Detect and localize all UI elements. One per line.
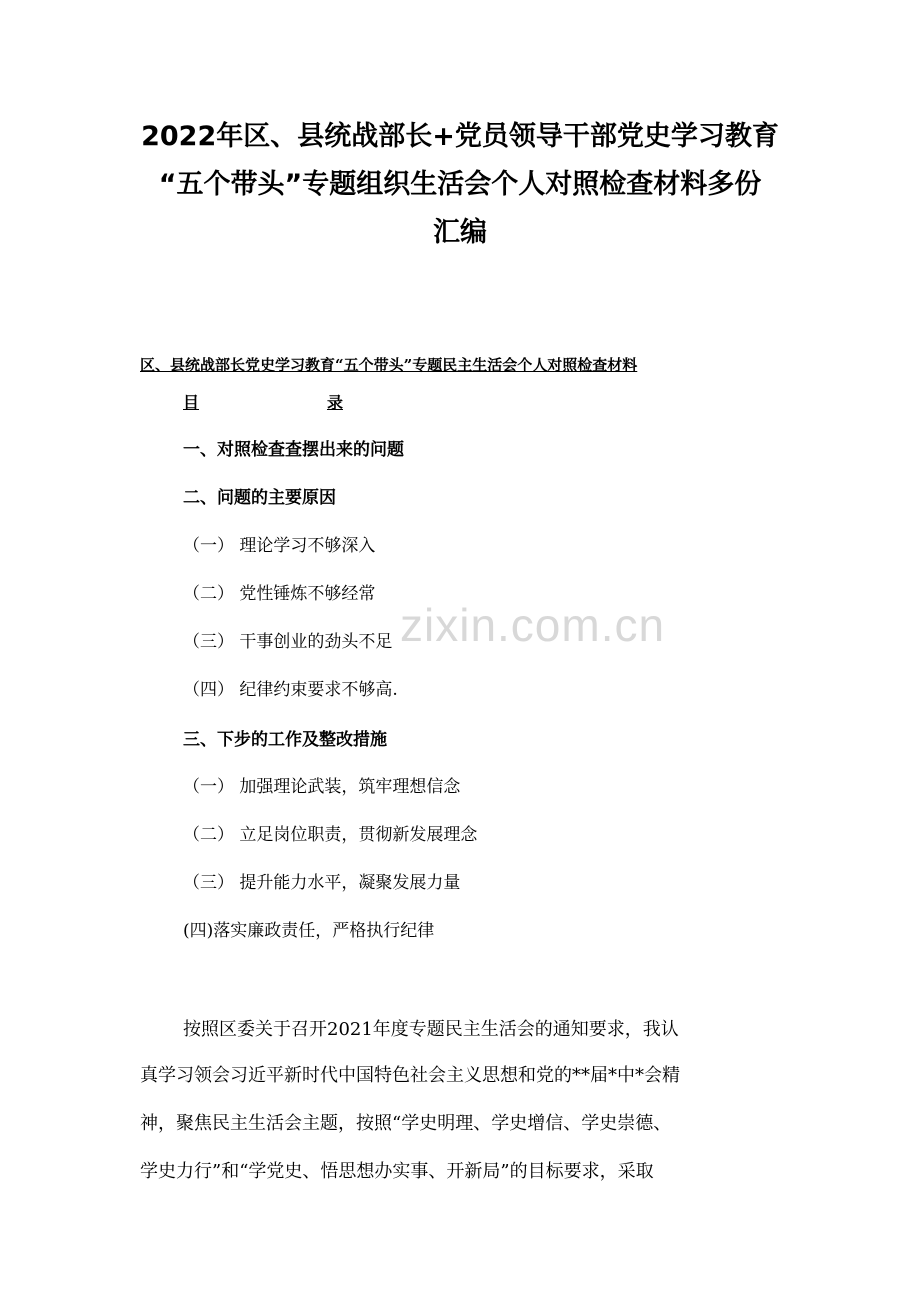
document-title-line-2: “五个带头”专题组织生活会个人对照检查材料多份	[158, 169, 762, 200]
toc-item: 一、对照检查查摆出来的问题	[183, 440, 404, 460]
toc-heading-left: 目	[183, 393, 200, 412]
toc-item: （一） 理论学习不够深入	[183, 536, 376, 556]
toc-heading-right: 录	[326, 393, 343, 412]
body-paragraph-line: 真学习领会习近平新时代中国特色社会主义思想和党的**届*中*会精	[140, 1065, 680, 1086]
toc-item: （三） 提升能力水平，凝聚发展力量	[183, 873, 461, 893]
toc-item: (四)落实廉政责任，严格执行纪律	[183, 921, 435, 941]
body-paragraph-line: 学史力行”和“学党史、悟思想办实事、开新局”的目标要求，采取	[140, 1161, 654, 1182]
document-title-line-3: 汇编	[433, 217, 487, 248]
body-paragraph-line: 按照区委关于召开2021年度专题民主生活会的通知要求，我认	[183, 1019, 679, 1040]
toc-item: （三） 干事创业的劲头不足	[183, 632, 393, 652]
body-paragraph-line: 神，聚焦民主生活会主题，按照“学史明理、学史增信、学史崇德、	[140, 1113, 672, 1134]
document-title-line-1: 2022年区、县统战部长+党员领导干部党史学习教育	[141, 121, 779, 152]
toc-item: 二、问题的主要原因	[183, 488, 336, 508]
toc-item: （二） 立足岗位职责，贯彻新发展理念	[183, 825, 478, 845]
toc-item: 三、下步的工作及整改措施	[183, 730, 387, 750]
toc-item: （四） 纪律约束要求不够高.	[183, 680, 398, 700]
toc-item: （一） 加强理论武装，筑牢理想信念	[183, 777, 461, 797]
toc-item: （二） 党性锤炼不够经常	[183, 584, 376, 604]
watermark: zixin.com.cn	[400, 599, 666, 651]
toc-heading	[183, 390, 343, 413]
section-subtitle: 区、县统战部长党史学习教育“五个带头”专题民主生活会个人对照检查材料	[140, 356, 638, 374]
